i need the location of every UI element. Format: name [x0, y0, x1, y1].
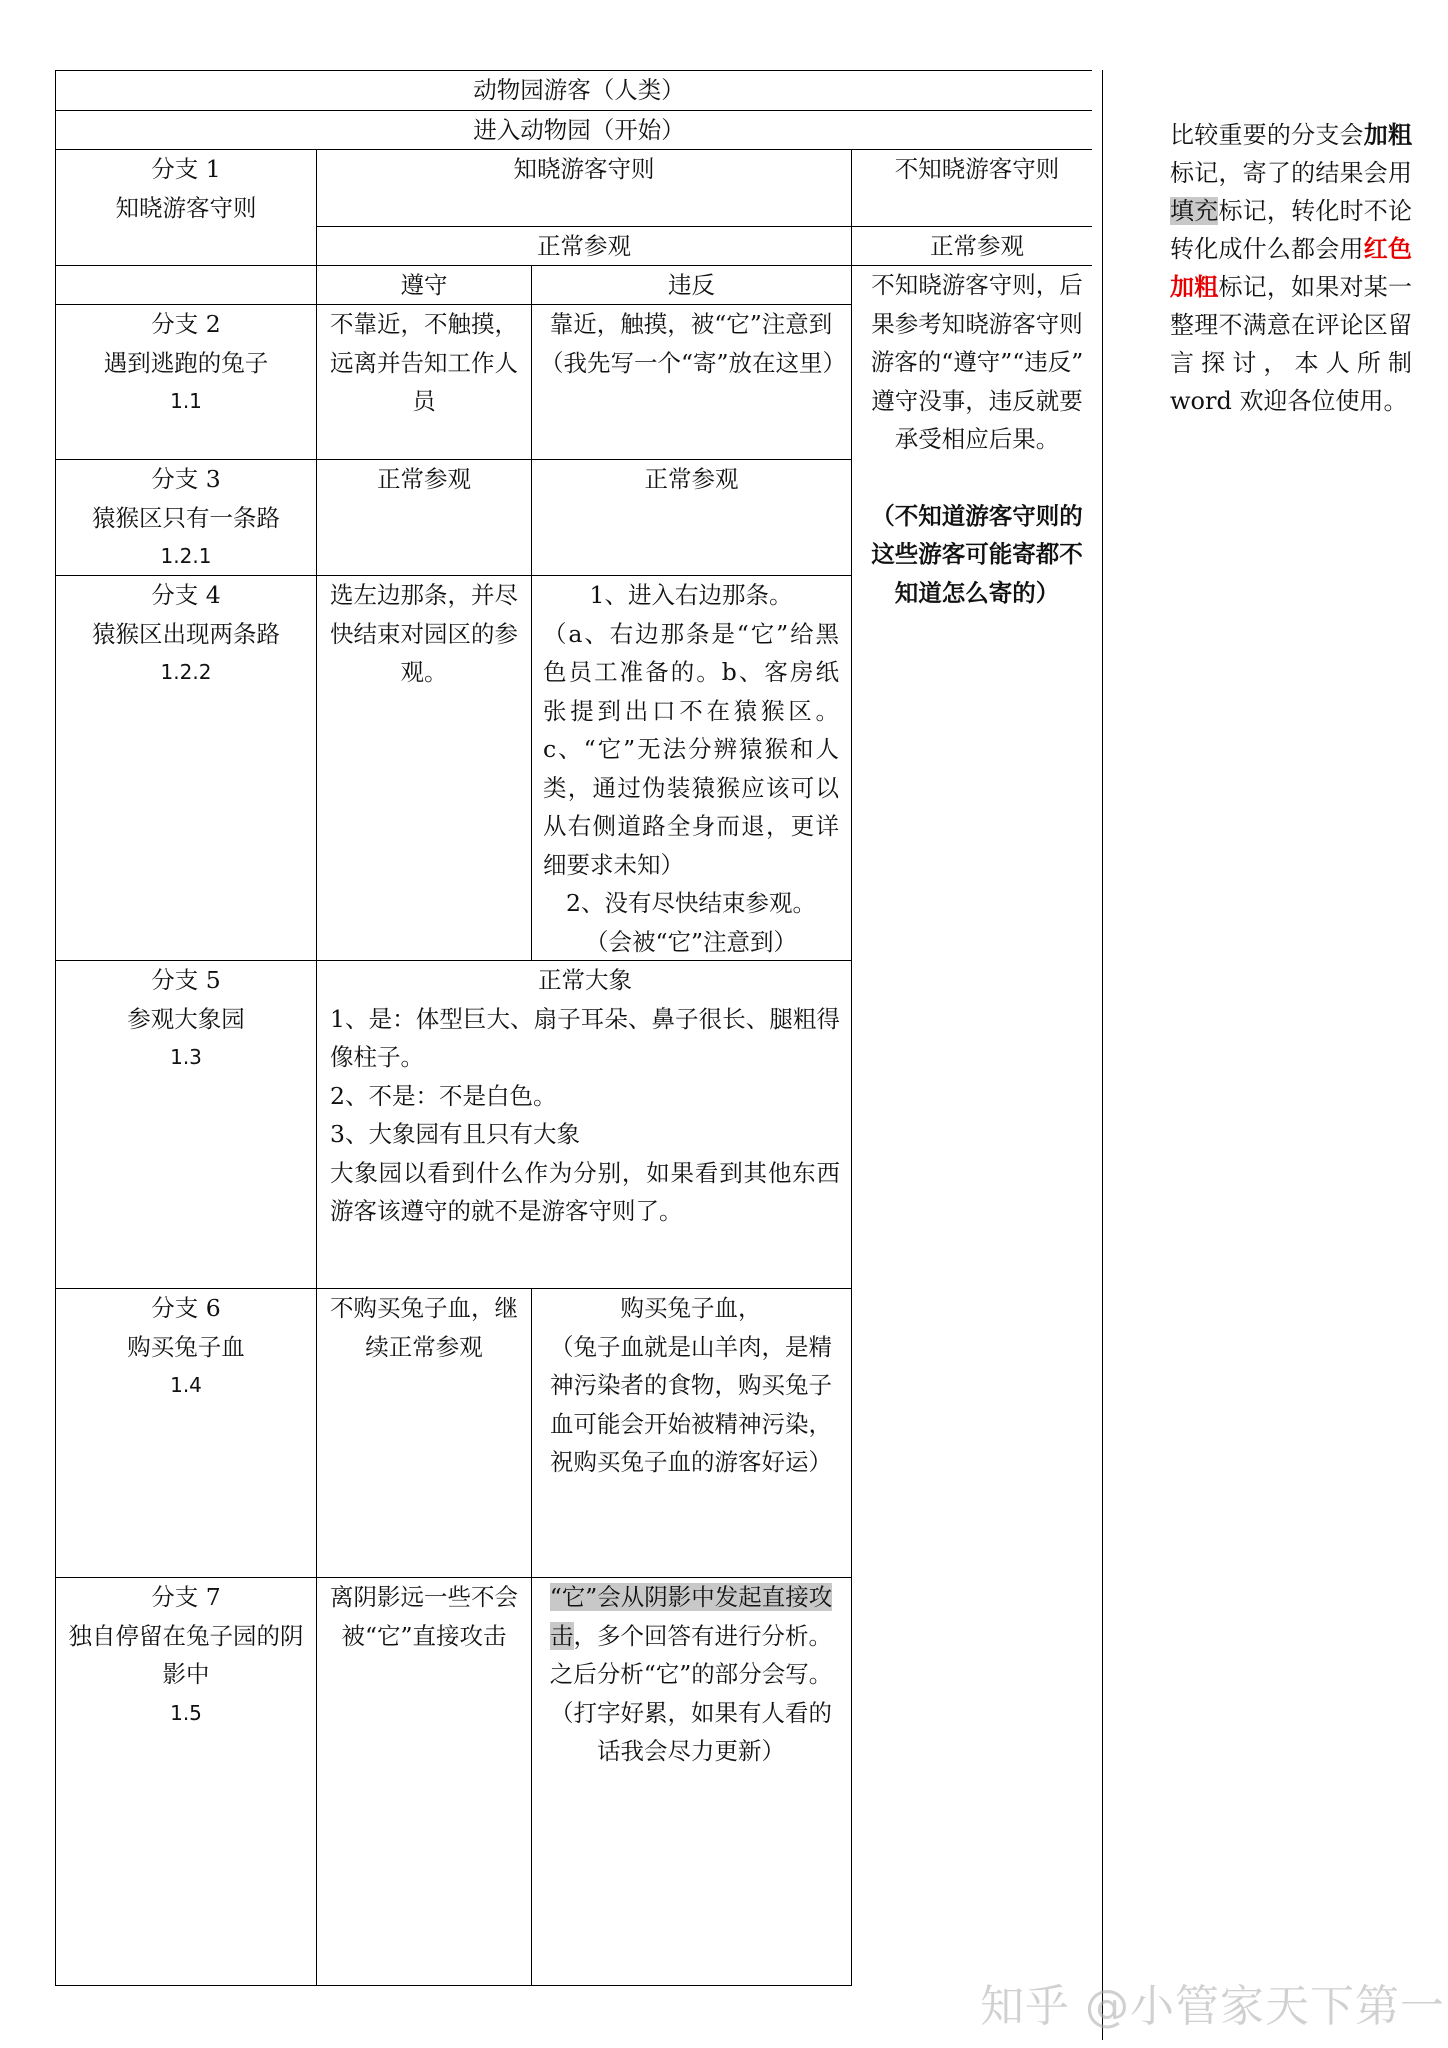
branch5-cell [56, 961, 316, 1077]
branch6-violate [545, 1289, 837, 1482]
branch4-cell [56, 576, 316, 692]
branch5-content [330, 961, 840, 1231]
branch7-violate-2: （打字好累，如果有人看的话我会尽力更新） [550, 1698, 832, 1765]
obey-header: 遵守 [400, 271, 448, 299]
normal-visit-header: 正常参观 [537, 232, 631, 260]
branch5-line2: 2、不是：不是白色。 [330, 1081, 557, 1110]
branch5-label: 分支 5 [151, 966, 221, 994]
branch3-cell [56, 460, 316, 576]
branch6-violate-2: （兔子血就是山羊肉，是精神污染者的食物，购买兔子血可能会开始被精神污染，祝购买兔子血的游客好运） [550, 1332, 832, 1476]
branch6-cell [56, 1289, 316, 1405]
branch7-violate-highlight: “它”会从阴影中发起直接攻击 [549, 1583, 833, 1650]
branch5-code: 1.3 [170, 1045, 202, 1069]
branch3-obey: 正常参观 [377, 465, 471, 493]
unknown-text-2: 遵守没事，违反就要承受相应后果。 [871, 386, 1083, 453]
rule-col3 [851, 149, 852, 1986]
watermark: 知乎 @小管家天下第一 [980, 1981, 1445, 2032]
branch4-violate-2: （a、右边那条是“它”给黑色员工准备的。b、客房纸张提到出口不在猿猴区。c、“它”无法分辨猿猴和人类，通过伪装猿猴应该可以从右侧道路全身而退，更详细要求未知） [543, 619, 839, 879]
rule-col2-a [531, 265, 532, 961]
branch6-code: 1.4 [170, 1373, 202, 1397]
unknown-text: 不知晓游客守则，后果参考知晓游客守则游客的“遵守”“违反” [870, 271, 1084, 376]
branch2-cell [56, 305, 316, 421]
branch4-violate-3: 2、没有尽快结束参观。 [566, 889, 816, 917]
branch1-label: 分支 1 [151, 155, 221, 183]
col-know-header: 知晓游客守则 [513, 155, 655, 183]
branch2-label: 分支 2 [151, 310, 221, 338]
note-red-bold: 红色加粗 [1170, 234, 1413, 301]
branch7-cell [62, 1578, 310, 1732]
rule-bottom [55, 1985, 851, 1986]
branch5-name: 参观大象园 [127, 1004, 245, 1033]
side-note [1170, 116, 1412, 420]
branch4-code: 1.2.2 [160, 660, 212, 684]
branch7-obey: 离阴影远一些不会被“它”直接攻击 [330, 1583, 518, 1650]
branch4-name: 猿猴区出现两条路 [92, 619, 280, 648]
branch6-name: 购买兔子血 [127, 1332, 245, 1361]
branch4-label: 分支 4 [151, 581, 221, 609]
unknown-column-content [860, 266, 1094, 612]
table-title: 动物园游客（人类） [473, 76, 685, 104]
unknown-bold-note: （不知道游客守则的这些游客可能寄都不知道怎么寄的） [871, 501, 1083, 607]
branch6-obey: 不购买兔子血，继续正常参观 [330, 1294, 518, 1361]
rule-right [1102, 70, 1103, 2040]
branch7-code: 1.5 [170, 1700, 202, 1725]
branch1-cell [56, 150, 316, 227]
branch2-name: 遇到逃跑的兔子 [103, 348, 269, 377]
note-part4: 标记，如果对某一整理不满意在评论区留言探讨，本人所制 word 欢迎各位使用。 [1170, 273, 1413, 415]
branch7-violate [545, 1578, 837, 1771]
normal-visit-unknown-header: 正常参观 [930, 232, 1024, 260]
branch6-violate-1: 购买兔子血， [620, 1294, 762, 1322]
branch2-code: 1.1 [170, 389, 202, 413]
branch1-name: 知晓游客守则 [115, 193, 257, 222]
rule-col1 [316, 149, 317, 1986]
note-bold: 加粗 [1363, 120, 1413, 149]
branch7-name: 独自停留在兔子园的阴影中 [68, 1621, 304, 1688]
rule-col2-b [531, 1288, 532, 1986]
note-highlight: 填充 [1170, 197, 1219, 225]
branch7-label: 分支 7 [151, 1583, 221, 1611]
branch4-obey: 选左边那条，并尽快结束对园区的参观。 [330, 581, 518, 686]
branch5-heading: 正常大象 [538, 966, 632, 994]
branch4-violate-1: 1、进入右边那条。 [589, 581, 793, 609]
branch5-line3: 3、大象园有且只有大象 [330, 1120, 580, 1148]
branch3-label: 分支 3 [151, 465, 221, 493]
branch4-violate-4: （会被“它”注意到） [584, 927, 798, 956]
branch5-line4: 大象园以看到什么作为分别，如果看到其他东西游客该遵守的就不是游客守则了。 [330, 1158, 840, 1225]
branch3-violate: 正常参观 [644, 465, 739, 493]
note-part3: 标记，转化时不论转化成什么都会用 [1170, 197, 1413, 263]
branch2-violate-2: （我先写一个“寄”放在这里） [540, 348, 847, 377]
note-part2: 标记，寄了的结果会用 [1170, 159, 1412, 187]
branch3-name: 猿猴区只有一条路 [92, 503, 280, 532]
branch2-violate-1: 靠近，触摸，被“它”注意到 [549, 310, 833, 338]
col-unknown-header: 不知晓游客守则 [894, 155, 1060, 183]
branch5-line1: 1、是：体型巨大、扇子耳朵、鼻子很长、腿粗得像柱子。 [330, 1004, 840, 1071]
branch2-violate [540, 305, 847, 382]
branch3-code: 1.2.1 [160, 544, 212, 568]
violate-header: 违反 [668, 271, 715, 299]
branch7-violate-rest: ，多个回答有进行分析。之后分析“它”的部分会写。 [549, 1621, 833, 1688]
table-subtitle: 进入动物园（开始） [473, 116, 685, 144]
branch4-violate [543, 576, 839, 961]
note-part1: 比较重要的分支会 [1170, 121, 1364, 149]
branch2-obey: 不靠近，不触摸，远离并告知工作人员 [330, 310, 518, 415]
branch6-label: 分支 6 [151, 1294, 221, 1322]
